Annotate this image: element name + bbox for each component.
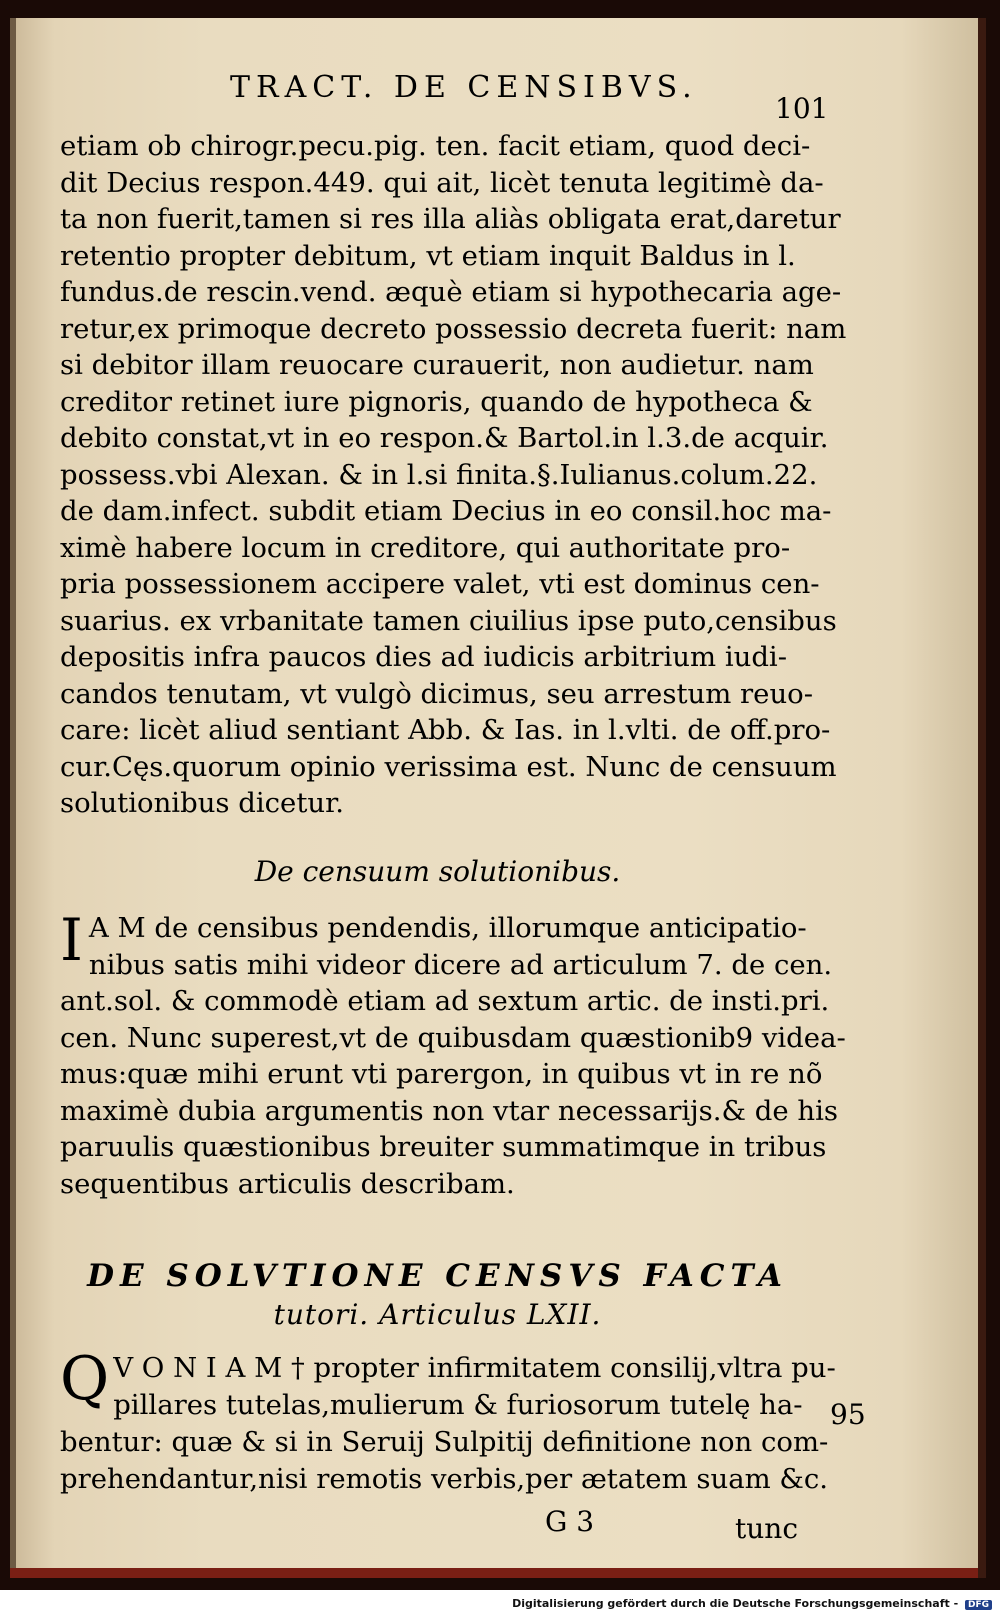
text-line: debito constat,vt in eo respon.& Bartol.in l.3.de acquir. <box>60 422 829 454</box>
text-line: care: licèt aliud sentiant Abb. & Ias. in l.vlti. de off.pro- <box>60 714 831 746</box>
text-line: nibus satis mihi videor dicere ad articulum 7. de cen. <box>88 948 833 981</box>
catchword: tunc <box>735 1512 798 1545</box>
text-line: pria possessionem accipere valet, vti est dominus cen- <box>60 568 820 600</box>
text-line: ant.sol. & commodè etiam ad sextum artic. de insti.pri. <box>60 985 830 1017</box>
text-line: ximè habere locum in creditore, qui authoritate pro- <box>60 531 791 564</box>
text-line: maximè dubia argumentis non vtar necessarijs.& de his <box>60 1094 838 1127</box>
text-line: cen. Nunc superest,vt de quibusdam quæstionib9 videa- <box>60 1021 846 1054</box>
drop-capital: I <box>60 906 83 974</box>
text-line: A M de censibus pendendis, illorumque anticipatio- <box>88 912 807 944</box>
digitization-credit <box>512 1597 992 1610</box>
section-heading: De censuum solutionibus. <box>254 855 621 888</box>
paragraph-2 <box>60 906 846 1202</box>
text-line: bentur: quæ & si in Seruij Sulpitij definitione non com- <box>60 1426 829 1458</box>
paragraph-1 <box>60 128 847 822</box>
text-line: etiam ob chirogr.pecu.pig. ten. facit etiam, quod deci- <box>60 130 811 162</box>
text-line: possess.vbi Alexan. & in l.si finita.§.Iulianus.colum.22. <box>60 458 818 491</box>
page-bottom-edge <box>10 1568 978 1578</box>
text-line: solutionibus dicetur. <box>60 787 344 819</box>
margin-note: 95 <box>830 1398 866 1431</box>
running-head: TRACT. DE CENSIBVS. <box>230 70 698 105</box>
text-line: depositis infra paucos dies ad iudicis arbitrium iudi- <box>60 641 788 673</box>
article-subtitle: tutori. Articulus LXII. <box>273 1298 602 1331</box>
text-line: candos tenutam, vt vulgò dicimus, seu arrestum reuo- <box>60 677 814 710</box>
text-line: pillares tutelas,mulierum & furiosorum tutelę ha- <box>113 1389 803 1421</box>
text-line: prehendantur,nisi remotis verbis,per ætatem suam &c. <box>60 1463 829 1495</box>
text-line: ta non fuerit,tamen si res illa aliàs obligata erat,daretur <box>60 203 841 235</box>
text-line: de dam.infect. subdit etiam Decius in eo consil.hoc ma- <box>60 495 832 527</box>
text-line: cur.Cęs.quorum opinio verissima est. Nunc de censuum <box>60 750 837 783</box>
credit-text: Digitalisierung gefördert durch die Deutsche Forschungsgemeinschaft - <box>512 1597 959 1610</box>
signature-mark: G 3 <box>545 1505 595 1538</box>
text-line: retur,ex primoque decreto possessio decreta fuerit: nam <box>60 312 847 345</box>
text-line: fundus.de rescin.vend. æquè etiam si hypothecaria age- <box>60 276 842 308</box>
text-line: creditor retinet iure pignoris, quando de hypotheca & <box>60 385 813 418</box>
text-line: retentio propter debitum, vt etiam inquit Baldus in l. <box>60 239 796 272</box>
page-number: 101 <box>775 92 829 125</box>
dfg-logo: DFG <box>965 1600 992 1610</box>
text-line: si debitor illam reuocare curauerit, non audietur. nam <box>60 349 814 381</box>
paragraph-3 <box>60 1344 836 1498</box>
text-line: sequentibus articulis describam. <box>60 1167 515 1200</box>
text-line: paruulis quæstionibus breuiter summatimque in tribus <box>60 1131 827 1163</box>
text-line: V O N I A M † propter infirmitatem consilij,vltra pu- <box>113 1352 836 1384</box>
page-fore-edge <box>978 18 986 1578</box>
drop-capital: Q <box>60 1344 110 1414</box>
text-line: dit Decius respon.449. qui ait, licèt tenuta legitimè da- <box>60 166 824 199</box>
text-line: mus:quæ mihi erunt vti parergon, in quibus vt in re nõ <box>60 1058 823 1090</box>
text-line: suarius. ex vrbanitate tamen ciuilius ipse puto,censibus <box>60 604 837 637</box>
article-title: DE SOLVTIONE CENSVS FACTA <box>87 1258 788 1294</box>
